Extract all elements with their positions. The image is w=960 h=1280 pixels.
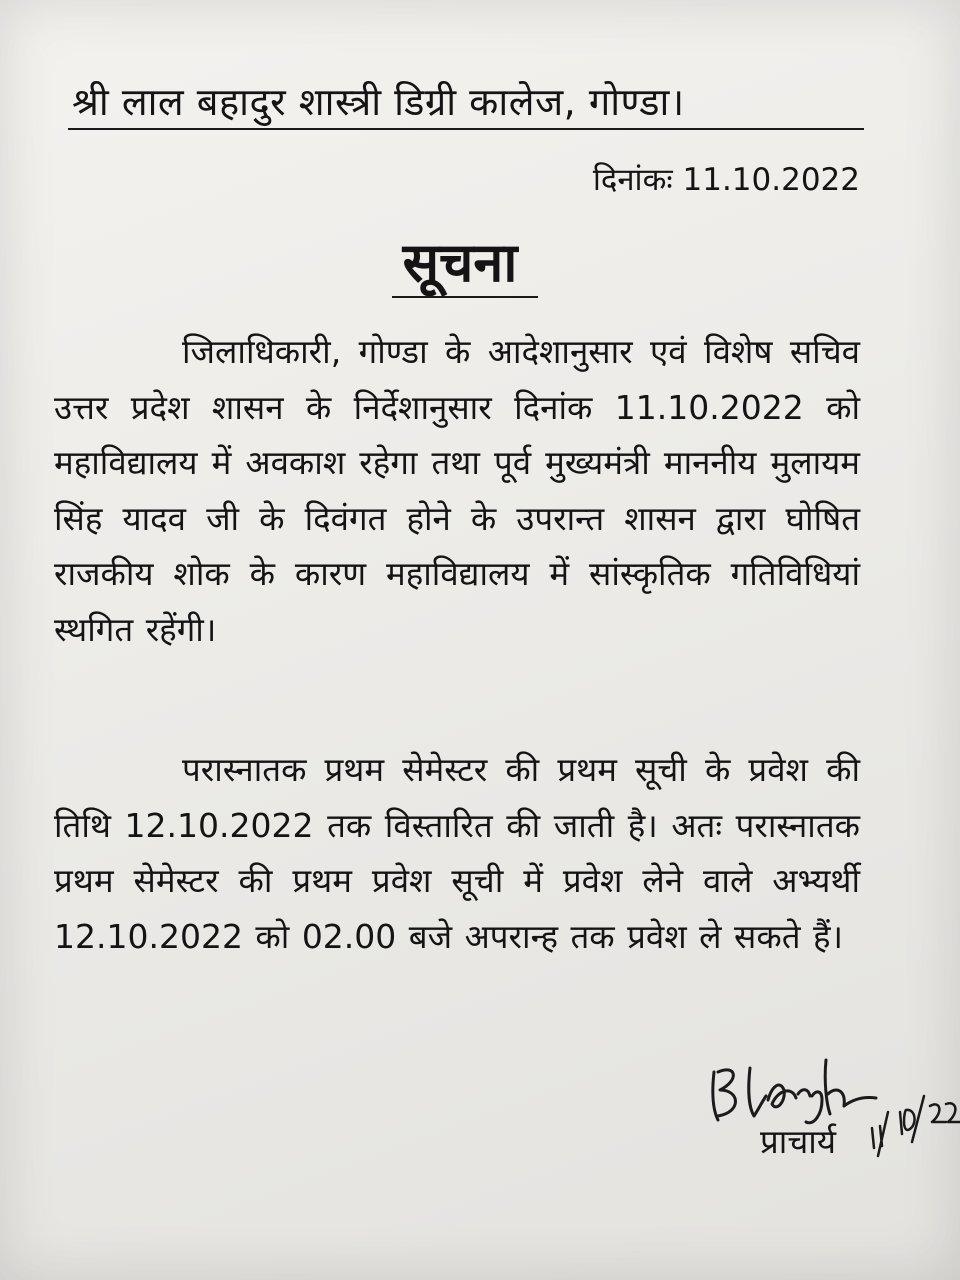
handwritten-date <box>866 1082 960 1162</box>
date-label: दिनांकः <box>592 162 673 198</box>
heading-underline <box>392 296 538 298</box>
principal-signature <box>706 1050 886 1130</box>
notice-heading: सूचना <box>402 231 518 294</box>
principal-label: प्राचार्य <box>760 1122 836 1161</box>
date-value: 11.10.2022 <box>682 162 860 198</box>
college-name: श्री लाल बहादुर शास्त्री डिग्री कालेज, गोण्डा। <box>72 80 685 124</box>
notice-date <box>593 158 860 202</box>
notice-paragraph-admission: परास्नातक प्रथम सेमेस्टर की प्रथम सूची के प्रवेश की तिथि 12.10.2022 तक विस्तारित की जाती है। अतः परास्नातक प्रथम सेमेस्टर की प्रथम प्रवेश सूची में प्रवेश लेने वाले अभ्यर्थी 12.10.2022 को 02.00 बजे अपरान्ह तक प्रवेश ले सकते हैं। <box>54 750 860 956</box>
title-underline <box>68 128 864 130</box>
notice-paragraph-holiday: जिलाधिकारी, गोण्डा के आदेशानुसार एवं विशेष सचिव उत्तर प्रदेश शासन के निर्देशानुसार दिनांक 11.10.2022 को महाविद्यालय में अवकाश रहेगा तथा पूर्व मुख्यमंत्री माननीय मुलायम सिंह यादव जी के दिवंगत होने के उपरान्त शासन द्वारा घोषित राजकीय शोक के कारण महाविद्यालय में सांस्कृतिक गतिविधियां स्थगित रहेंगी। <box>54 332 860 649</box>
